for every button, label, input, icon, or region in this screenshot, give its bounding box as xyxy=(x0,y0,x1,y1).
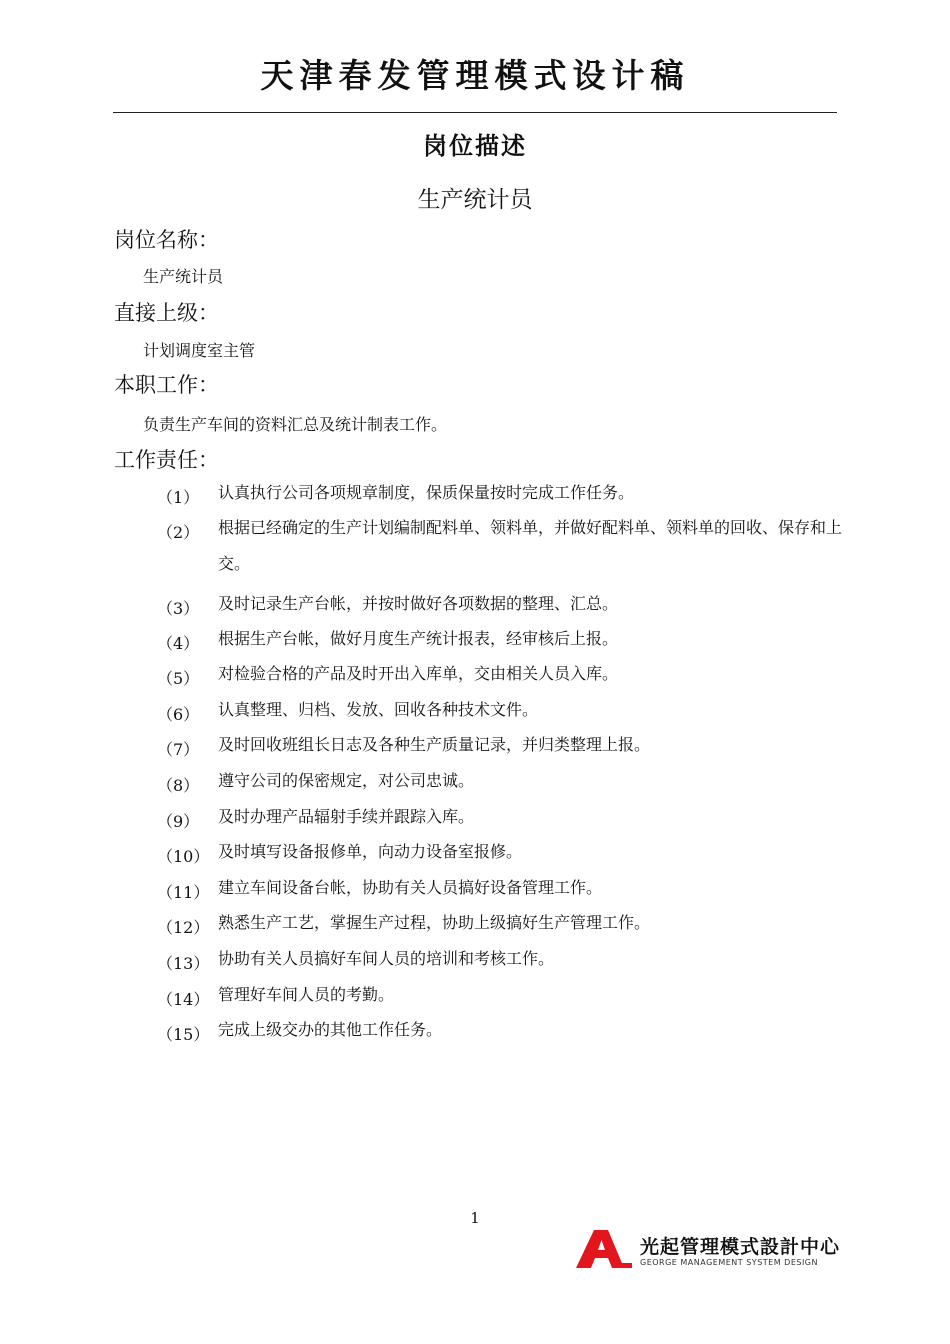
duty-number: （11） xyxy=(157,883,210,902)
duty-number: （1） xyxy=(157,488,200,507)
section-body-name: 生产统计员 xyxy=(143,267,224,286)
position-title: 生产统计员 xyxy=(417,187,533,213)
duty-text: 及时记录生产台帐，并按时做好各项数据的整理、汇总。 xyxy=(218,594,619,613)
logo-a-mark-icon xyxy=(574,1229,634,1269)
header-rule xyxy=(113,112,837,113)
duty-number: （13） xyxy=(157,954,210,973)
duty-text: 及时回收班组长日志及各种生产质量记录，并归类整理上报。 xyxy=(218,735,651,754)
duty-number: （14） xyxy=(157,990,210,1009)
duty-text: 管理好车间人员的考勤。 xyxy=(218,985,395,1004)
duty-text: 及时填写设备报修单，向动力设备室报修。 xyxy=(218,842,523,861)
duty-text: 完成上级交办的其他工作任务。 xyxy=(218,1020,443,1039)
footer-logo xyxy=(574,1229,844,1269)
section-heading-role: 本职工作： xyxy=(114,373,219,397)
duty-text: 根据已经确定的生产计划编制配料单、领料单，并做好配料单、领料单的回收、保存和上交。 xyxy=(218,518,843,573)
duty-text: 建立车间设备台帐，协助有关人员搞好设备管理工作。 xyxy=(218,878,603,897)
duty-text: 认真执行公司各项规章制度，保质保量按时完成工作任务。 xyxy=(218,483,635,502)
duty-number: （2） xyxy=(157,523,200,542)
header-title: 天津春发管理模式设计稿 xyxy=(260,56,690,95)
duty-number: （6） xyxy=(157,705,200,724)
duty-text: 协助有关人员搞好车间人员的培训和考核工作。 xyxy=(218,949,555,968)
section-body-role: 负责生产车间的资料汇总及统计制表工作。 xyxy=(143,415,448,434)
duty-number: （8） xyxy=(157,776,200,795)
logo-a-shape xyxy=(576,1230,624,1268)
logo-chinese-name: 光起管理模式設計中心 xyxy=(640,1236,841,1258)
logo-a-underbar xyxy=(614,1263,632,1268)
duty-text: 遵守公司的保密规定，对公司忠诚。 xyxy=(218,771,475,790)
section-body-superior: 计划调度室主管 xyxy=(143,341,256,360)
duty-number: （4） xyxy=(157,634,200,653)
duty-number: （7） xyxy=(157,740,200,759)
duty-number: （12） xyxy=(157,918,210,937)
section-heading-superior: 直接上级： xyxy=(114,301,219,325)
duty-text: 对检验合格的产品及时开出入库单，交由相关人员入库。 xyxy=(218,664,619,683)
duty-number: （9） xyxy=(157,812,200,831)
duty-text: 根据生产台帐，做好月度生产统计报表，经审核后上报。 xyxy=(218,629,619,648)
duty-text: 认真整理、归档、发放、回收各种技术文件。 xyxy=(218,700,539,719)
document-type: 岗位描述 xyxy=(423,132,527,160)
duty-text: 熟悉生产工艺，掌握生产过程，协助上级搞好生产管理工作。 xyxy=(218,913,651,932)
duty-number: （3） xyxy=(157,599,200,618)
section-heading-name: 岗位名称： xyxy=(114,228,219,252)
section-heading-duties: 工作责任： xyxy=(114,448,219,472)
page-number: 1 xyxy=(470,1209,480,1227)
duty-number: （15） xyxy=(157,1025,210,1044)
duty-text: 及时办理产品辐射手续并跟踪入库。 xyxy=(218,807,475,826)
duty-number: （10） xyxy=(157,847,210,866)
duty-number: （5） xyxy=(157,669,200,688)
logo-english-name: GEORGE MANAGEMENT SYSTEM DESIGN xyxy=(640,1258,818,1267)
